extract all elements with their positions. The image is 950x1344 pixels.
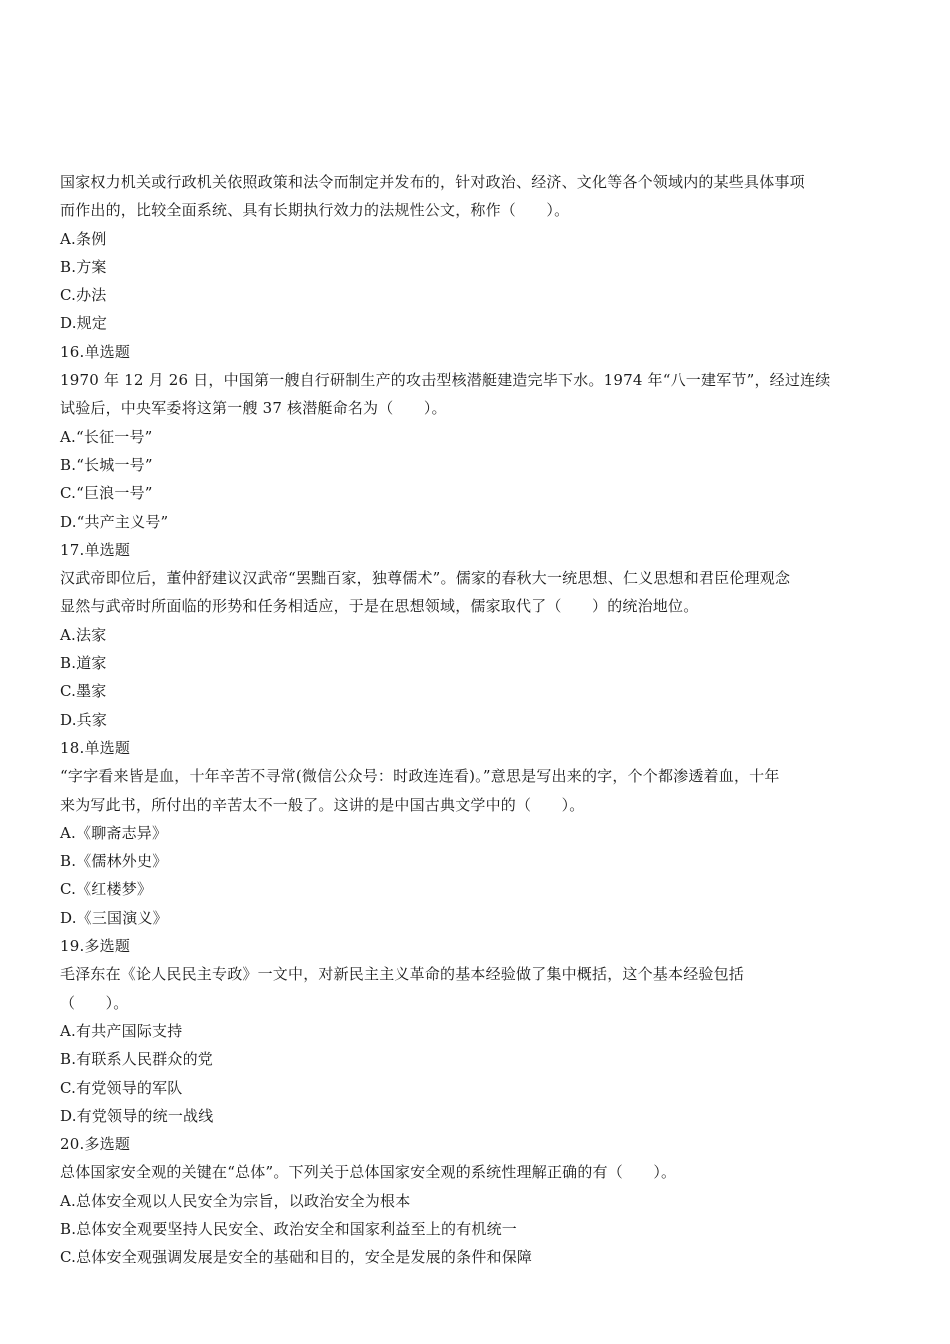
question-stem: “字字看来皆是血，十年辛苦不寻常(微信公众号：时政连连看)。”意思是写出来的字，个个都渗透着血，十年 <box>60 767 780 786</box>
question-stem: 显然与武帝时所面临的形势和任务相适应，于是在思想领域，儒家取代了（ ）的统治地位。 <box>60 597 699 616</box>
question-stem: 毛泽东在《论人民民主专政》一文中，对新民主主义革命的基本经验做了集中概括，这个基本经验包括 <box>60 965 745 984</box>
question-stem: 而作出的，比较全面系统、具有长期执行效力的法规性公文，称作（ ）。 <box>60 201 570 220</box>
option-d: D.《三国演义》 <box>60 908 168 927</box>
option-a: A.“长征一号” <box>60 427 153 446</box>
option-b: B.方案 <box>60 257 107 276</box>
question-heading: 18.单选题 <box>60 738 131 757</box>
option-d: D.兵家 <box>60 710 108 729</box>
option-d: D.有党领导的统一战线 <box>60 1106 214 1125</box>
option-b: B.道家 <box>60 654 107 673</box>
question-stem: 试验后，中央军委将这第一艘 37 核潜艇命名为（ ）。 <box>60 399 447 418</box>
question-18 <box>60 734 890 932</box>
question-heading: 17.单选题 <box>60 540 131 559</box>
option-c: C.墨家 <box>60 682 107 701</box>
option-b: B.《儒林外史》 <box>60 852 168 871</box>
question-stem: 国家权力机关或行政机关依照政策和法令而制定并发布的，针对政治、经济、文化等各个领域内的某些具体事项 <box>60 173 805 191</box>
question-19 <box>60 932 890 1130</box>
option-c: C.办法 <box>60 286 107 305</box>
option-b: B.总体安全观要坚持人民安全、政治安全和国家利益至上的有机统一 <box>60 1219 517 1238</box>
question-stem: 总体国家安全观的关键在“总体”。下列关于总体国家安全观的系统性理解正确的有（ ）。 <box>60 1163 677 1182</box>
question-stem: 1970 年 12 月 26 日，中国第一艘自行研制生产的攻击型核潜艇建造完毕下水。1974 年“八一建军节”，经过连续 <box>60 371 831 390</box>
option-c: C.《红楼梦》 <box>60 880 153 899</box>
question-15 <box>60 168 890 338</box>
question-heading: 19.多选题 <box>60 937 131 956</box>
option-c: C.有党领导的军队 <box>60 1078 183 1097</box>
option-a: A.条例 <box>60 229 107 248</box>
question-stem: （ ）。 <box>60 993 129 1012</box>
question-stem: 来为写此书，所付出的辛苦太不一般了。这讲的是中国古典文学中的（ ）。 <box>60 795 585 814</box>
option-a: A.《聊斋志异》 <box>60 823 168 842</box>
question-16 <box>60 338 890 536</box>
document-body <box>60 168 890 1272</box>
option-c: C.“巨浪一号” <box>60 484 153 503</box>
question-17 <box>60 536 890 734</box>
option-b: B.有联系人民群众的党 <box>60 1050 213 1069</box>
question-heading: 20.多选题 <box>60 1135 131 1154</box>
option-a: A.有共产国际支持 <box>60 1021 183 1040</box>
option-a: A.总体安全观以人民安全为宗旨，以政治安全为根本 <box>60 1191 411 1210</box>
question-stem: 汉武帝即位后，董仲舒建议汉武帝“罢黜百家，独尊儒术”。儒家的春秋大一统思想、仁义思想和君臣伦理观念 <box>60 569 791 588</box>
option-d: D.“共产主义号” <box>60 512 169 531</box>
option-d: D.规定 <box>60 314 108 333</box>
option-a: A.法家 <box>60 625 107 644</box>
option-b: B.“长城一号” <box>60 455 153 474</box>
option-c: C.总体安全观强调发展是安全的基础和目的，安全是发展的条件和保障 <box>60 1248 533 1267</box>
question-20 <box>60 1130 890 1271</box>
question-heading: 16.单选题 <box>60 342 131 361</box>
